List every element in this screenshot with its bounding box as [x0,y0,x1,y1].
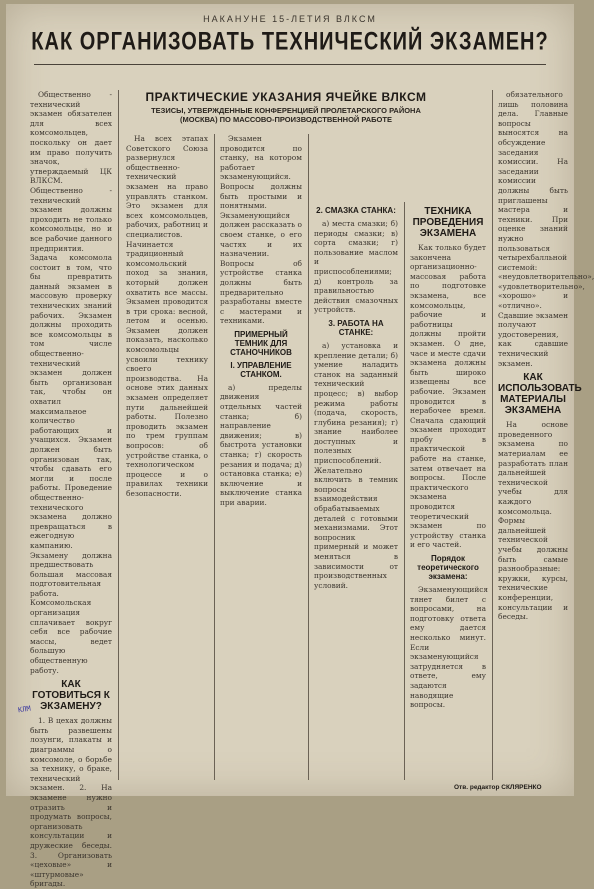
column-divider [118,90,119,780]
column-3-text: Экзамен проводится по станку, на котором работает экзаменующийся. Вопросы должны быть простыми и понятными. Экзаменующийся должен рассказать о своем станке, о его частях и их назначении. Вопросы об устройстве станка должны быть предварительно разработаны вместе с мастерами и техниками. [220,134,302,326]
column-divider [214,134,215,780]
column-5 [410,202,489,780]
column-1 [30,90,112,889]
kicker: НАКАНУНЕ 15-ЛЕТИЯ ВЛКСМ [203,14,377,24]
column-6-after: На основе проведенного экзамена по материалам ее разработать план дальнейшей технической учебы для каждого комсомольца. Формы дальнейшей технической учебы должны быть самые разнообразные: кружки, курсы, технические конференции, консультации и беседы. [498,420,568,622]
heading-order: Порядок теоретического экзамена: [417,554,479,581]
column-2 [126,134,208,780]
section-subtitle: ТЕЗИСЫ, УТВЕРЖДЕННЫЕ КОНФЕРЕНЦИЕЙ ПРОЛЕТАРСКОГО РАЙОНА (МОСКВА) ПО МАССОВО-ПРОИЗВОДСТВЕННОЙ РАБОТЕ [151,106,421,124]
column-5-text: Как только будет закончена организационно-массовая работа по подготовке экзамена, все комсомольцы, рабочие и работницы должны пройти экзамен. О дне, часе и месте сдачи экзамена должны быть широко извещены все рабочие. Экзамен проводится в нерабочее время. Сначала сдающий экзамен проходит пробу в практической работе на станке, затем отвечает на вопросы. После практического экзамена проводится теоретический экзамен по устройству станка и его частей. [410,243,486,550]
center-header [136,90,436,124]
column-1-after: 1. В цехах должны быть развешены лозунги, плакаты и диаграммы о комсомоле, о борьбе за технику, о браке, технический экзамен. 2. На экзамене нужно отразить и продумать вопросы, организовать консультации и дружеские беседы. 3. Организовать «цеховые» и «штурмовые» бригады. [30,716,112,889]
column-6-text: обязательного лишь половина дела. Главные вопросы выносятся на обсуждение заседания комиссии. На заседании комиссии должны быть приглашены мастера и техники. При оценке знаний нужно пользоваться четырехбалльной системой: «неудовлетворительно», «удовлетворительно», «хорошо» и «отлично». Сдавшие экзамен получают удостоверения, как сдавшие технический экзамен. [498,90,594,368]
column-3-after: а) пределы движения отдельных частей станка; б) направление движения; в) быстрота установки станка; г) скорость резания и подача; д) остановка станка; е) включение и выключение станка при аварии. [220,382,302,507]
column-4-text-1: а) места смазки; б) периоды смазки; в) сорта смазки; г) пользование маслом и приспособлениями; д) контроль за правильностью действия смазочных устройств. [314,219,398,315]
column-5-text-2: Экзаменующийся тянет билет с вопросами, на подготовку ответа ему дается несколько минут. Если экзаменующийся затрудняется в ответе, ему задаются наводящие вопросы. [410,585,489,710]
heading-prepare: КАК ГОТОВИТЬСЯ К ЭКЗАМЕНУ? [32,679,110,713]
heading-technique: ТЕХНИКА ПРОВЕДЕНИЯ ЭКЗАМЕНА [412,206,484,239]
rule-top [34,64,546,65]
archive-stamp: КЛМ [17,704,32,715]
editor-credit: Отв. редактор СКЛЯРЕНКО [454,784,542,791]
column-divider [492,90,493,780]
column-4 [314,202,398,780]
column-1-text: Общественно - технический экзамен обязателен для всех комсомольцев, поскольку он дает им право получить значок, утверждаемый ЦК ВЛКСМ. Общественно - технический экзамен должны проходить не только комсомольцы, но и все рабочие данного предприятия. Задача комсомола состоит в том, что бы превратить данный экзамен в массовую проверку технических знаний рабочих. Экзамен должны проходить все комсомольцы в том числе общественно-технический экзамен должен быть организован так, чтобы он охватил максимальное количество работающих и учащихся. Экзамен должен быть организован так, чтобы сдавать его могли и после работы. Проведение общественно-технического экзамена должно превращаться в ежегодную кампанию. Экзамену должна предшествовать большая массовая подготовительная работа. Комсомольская организация сплачивает вокруг себя все рабочие массы, ведет большую общественную работу. [30,90,112,675]
newspaper-page [6,4,594,889]
heading-materials: КАК ИСПОЛЬЗОВАТЬ МАТЕРИАЛЫ ЭКЗАМЕНА [498,372,582,417]
column-4-text-2: а) установка и крепление детали; б) умение наладить станок на заданный технический процесс; в) выбор режима работы (подача, скорость, глубина резания); г) знание наиболее доступных и полезных приспособлений. Желательно включить в темник вопросы взаимодействия обрабатываемых деталей с готовыми механизмами. Этот вопросник примерный и может меняться в зависимости от производственных условий. [314,340,398,590]
heading-temnik: ПРИМЕРНЫЙ ТЕМНИК ДЛЯ СТАНОЧНИКОВ [230,329,292,357]
headline: КАК ОРГАНИЗОВАТЬ ТЕХНИЧЕСКИЙ ЭКЗАМЕН? [31,28,549,56]
column-6 [498,90,594,770]
column-divider [308,134,309,780]
section-title: ПРАКТИЧЕСКИЕ УКАЗАНИЯ ЯЧЕЙКЕ ВЛКСМ [145,90,427,104]
column-2-text: На всех этапах Советского Союза развернулся общественно-технический экзамен на право управлять станком. Это экзамен для всех комсомольцев, рабочих, работниц и специалистов. Начинается традиционный комсомольский поход за знания, который должен охватить все массы. Экзамен проводится в три срока: весной, летом и осенью. Экзамен должен показать, насколько комсомольцы усвоили технику своего производства. На основе этих данных экзамен определяет пути дальнейшей работы. Полезно проводить экзамен по трем группам вопросов: об устройстве станка, о технологическом процессе и о правилах техники безопасности. [126,134,208,498]
column-3 [220,134,302,780]
column-divider [404,202,405,780]
heading-lubrication: 2. СМАЗКА СТАНКА: [316,206,396,215]
heading-control: I. УПРАВЛЕНИЕ СТАНКОМ. [230,360,292,379]
heading-work: 3. РАБОТА НА СТАНКЕ: [328,318,384,337]
